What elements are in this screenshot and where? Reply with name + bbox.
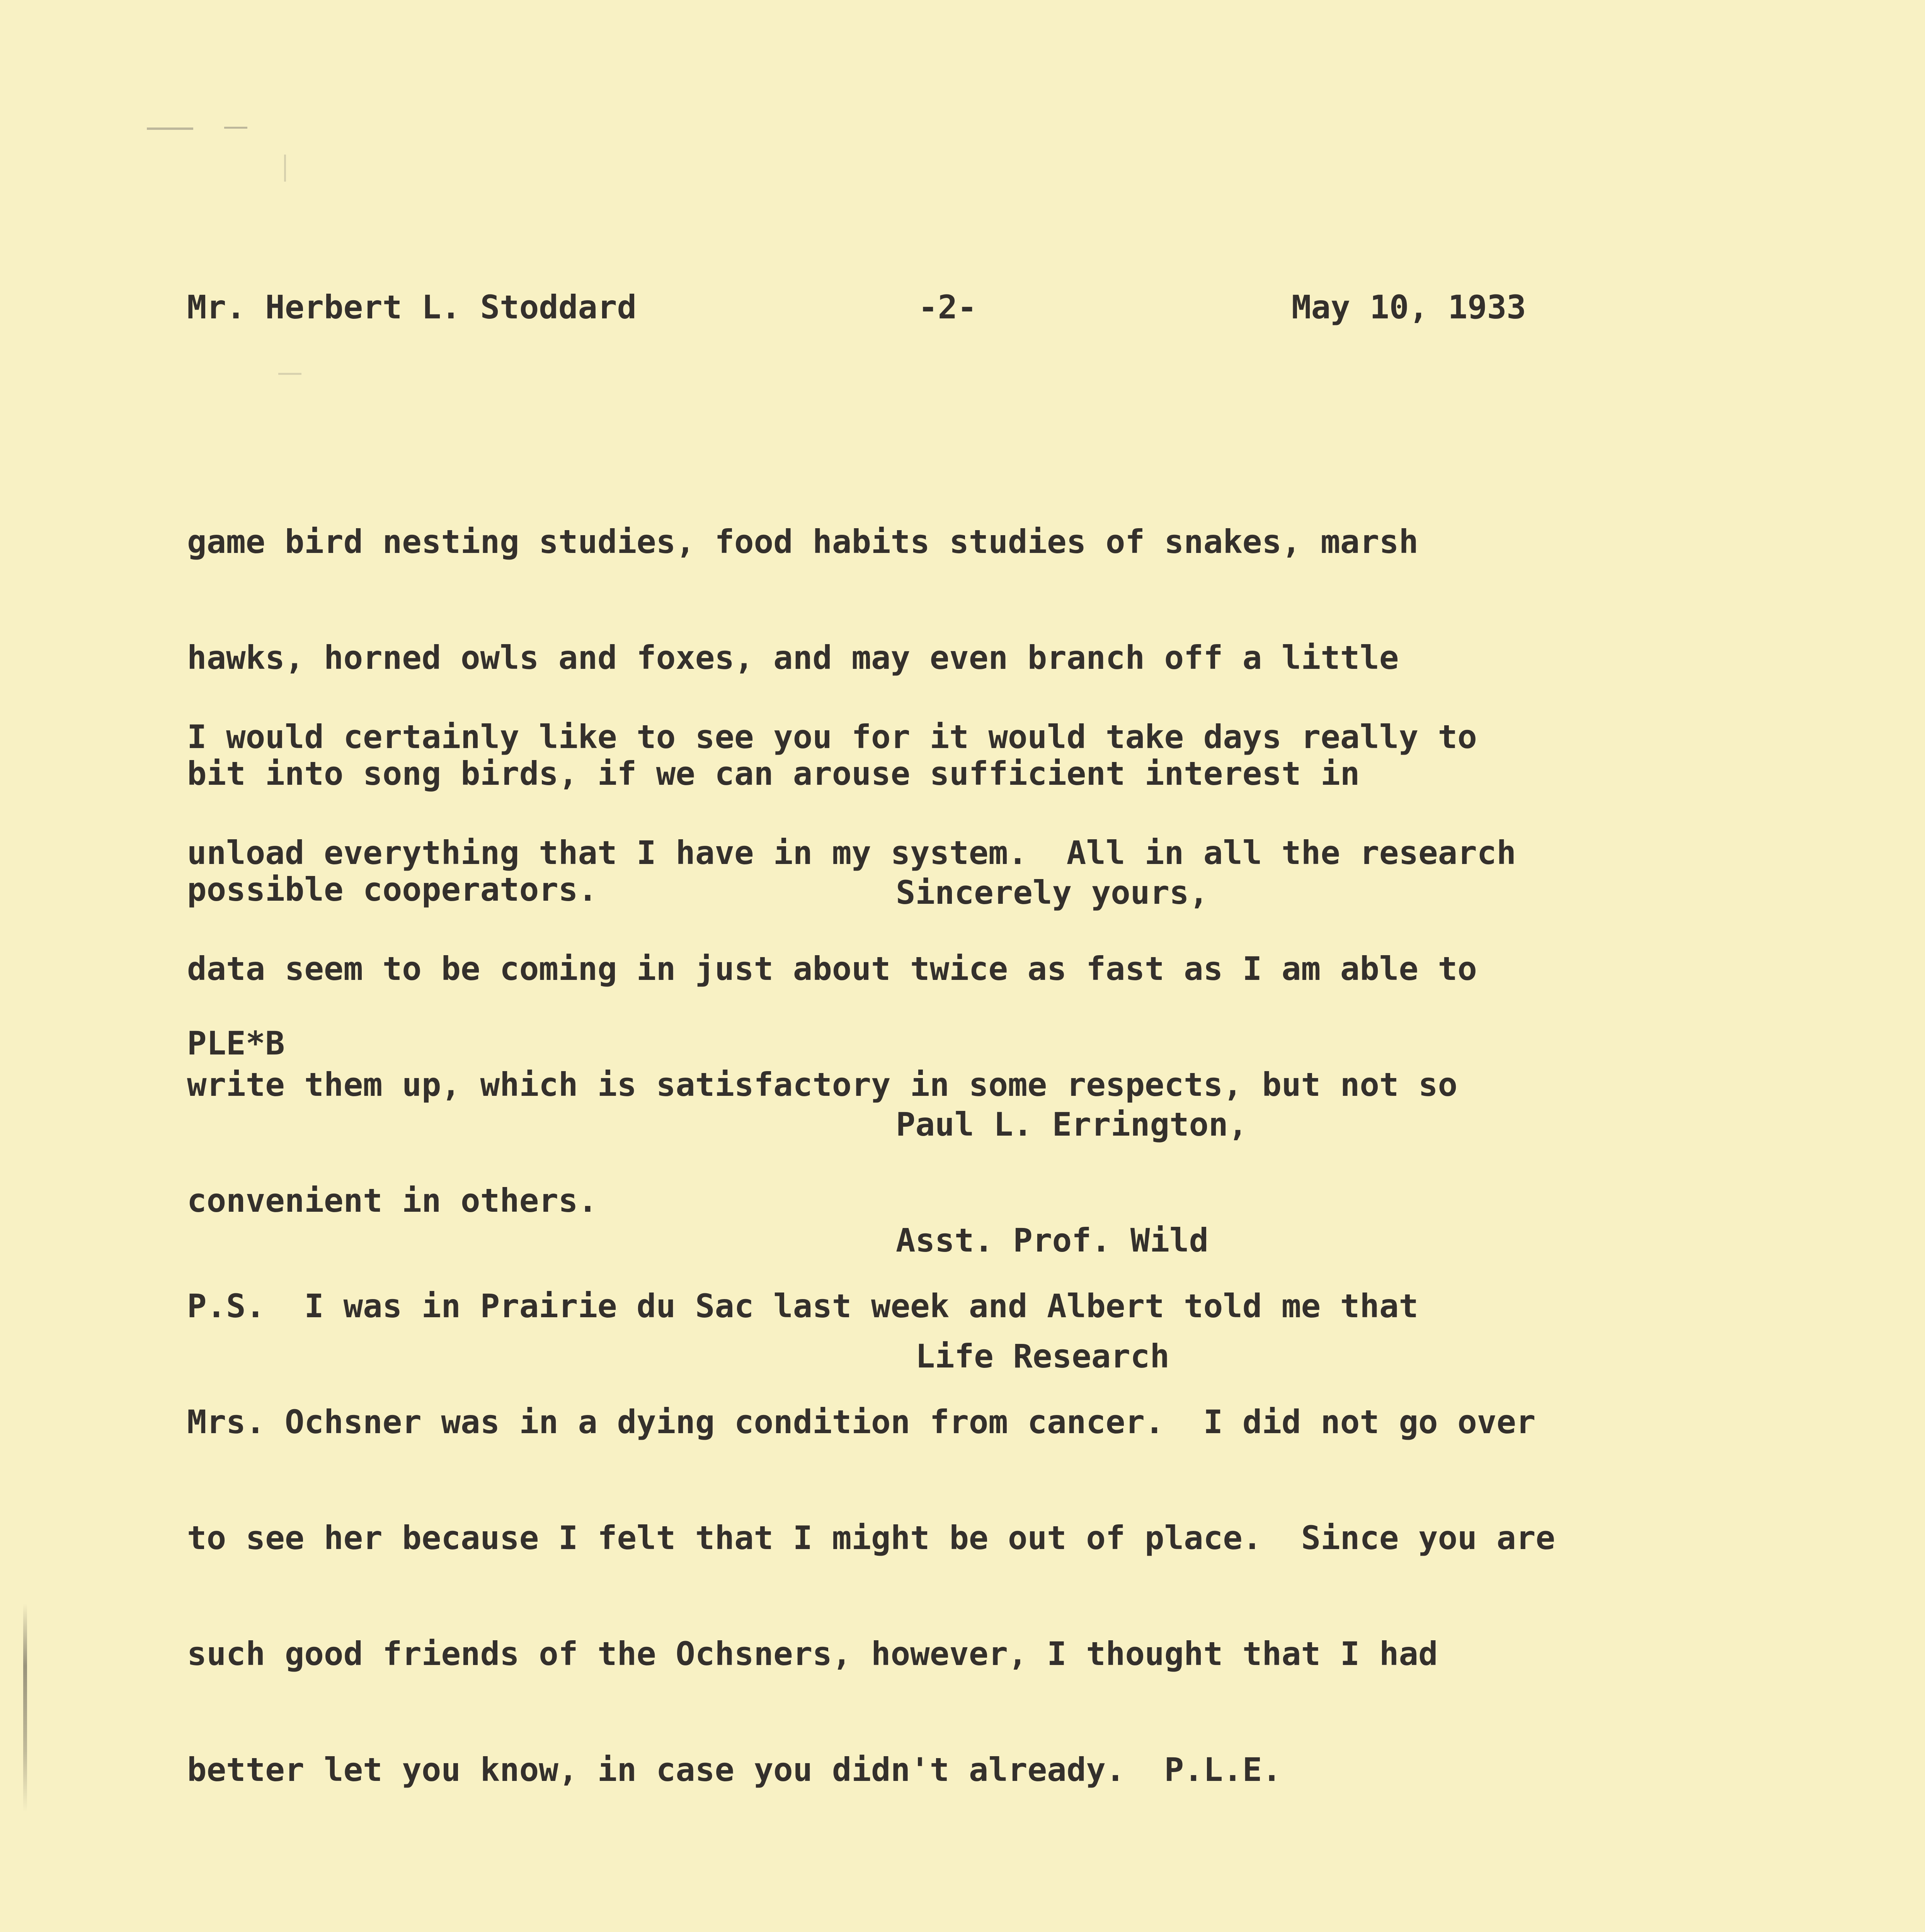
page-number: -2- xyxy=(918,288,977,326)
typist-initials: PLE*B xyxy=(187,1024,285,1062)
closing: Sincerely yours, xyxy=(896,874,1209,912)
text-line: better let you know, in case you didn't already. P.L.E. xyxy=(187,1751,1282,1789)
text-line: hawks, horned owls and foxes, and may even branch off a little xyxy=(187,639,1399,677)
signer-title-cont: Life Research xyxy=(896,1337,1170,1375)
paper-edge-mark xyxy=(23,1604,27,1812)
signer-name: Paul L. Errington, xyxy=(896,1105,1248,1143)
text-line: write them up, which is satisfactory in some respects, but not so xyxy=(187,1066,1458,1104)
signer-title: Asst. Prof. Wild xyxy=(896,1221,1209,1259)
text-line: to see her because I felt that I might be out of place. Since you are xyxy=(187,1519,1556,1557)
text-line: game bird nesting studies, food habits studies of snakes, marsh xyxy=(187,523,1419,561)
text-line: P.S. I was in Prairie du Sac last week and Albert told me that xyxy=(187,1287,1419,1325)
text-line: bit into song birds, if we can arouse sufficient interest in xyxy=(187,755,1360,793)
stray-mark xyxy=(278,373,301,375)
stray-mark xyxy=(147,128,193,130)
recipient-name: Mr. Herbert L. Stoddard xyxy=(187,288,637,326)
text-line: I would certainly like to see you for it would take days really to xyxy=(187,718,1477,756)
text-line: data seem to be coming in just about twice as fast as I am able to xyxy=(187,950,1477,988)
stray-mark xyxy=(224,127,247,129)
text-line: convenient in others. xyxy=(187,1182,598,1219)
postscript xyxy=(187,1209,1555,1866)
body-paragraph-2 xyxy=(187,640,1516,1297)
text-line: Mrs. Ochsner was in a dying condition from cancer. I did not go over xyxy=(187,1403,1536,1441)
stray-mark xyxy=(284,155,286,182)
text-line: possible cooperators. xyxy=(187,871,598,908)
letter-date: May 10, 1933 xyxy=(1292,288,1526,326)
text-line: unload everything that I have in my system. All in all the research xyxy=(187,834,1516,872)
text-line: such good friends of the Ochsners, however, I thought that I had xyxy=(187,1635,1438,1673)
